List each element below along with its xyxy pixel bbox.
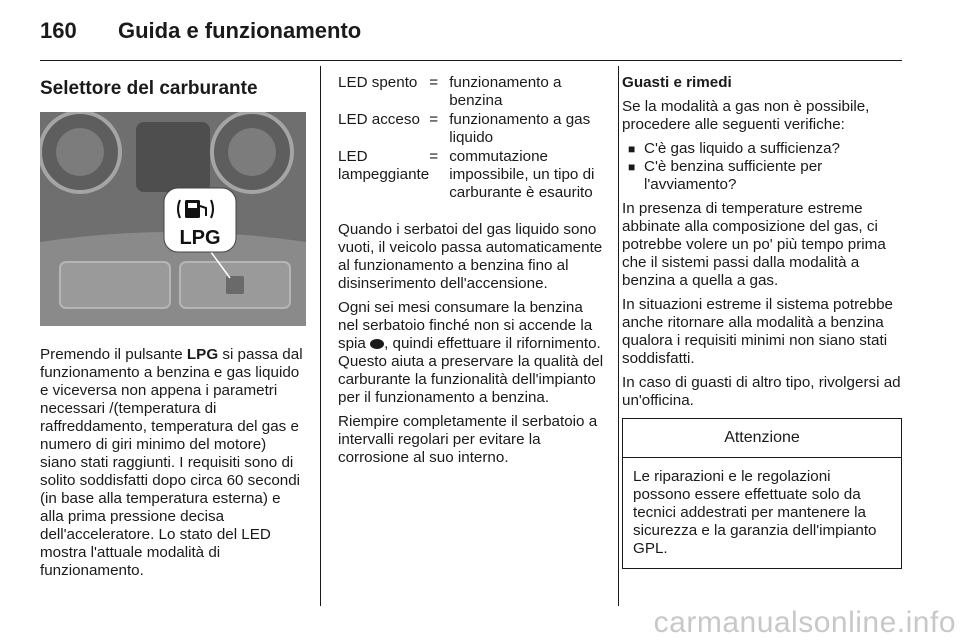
led-term: LED spento xyxy=(338,74,418,91)
col1-paragraph: Premendo il pulsante LPG si passa dal funzionamento a benzina e gas liquido e viceversa non appena i parametri necessari /(temperatura di raffreddamento, temperatura del gas e numero di giri minimo del motore) siano stati raggiunti. I requisiti sono di solito soddisfatti dopo circa 60 secondi (in base alla temperatura esterna) e alla prima pressione decisa dell'acceleratore. Lo stato del LED mostra l'attuale modalità di funzionamento. xyxy=(40,346,303,579)
led-desc: commutazione impossibile, un tipo di carburante è esaurito xyxy=(449,148,595,201)
square-bullet-icon: ■ xyxy=(628,160,636,174)
col2-paragraph-3: Riempire completamente il serbatoio a intervalli regolari per evitare la corrosione al suo interno. xyxy=(338,413,598,466)
led-term: LED acceso xyxy=(338,111,420,128)
led-term: LED lampeggiante xyxy=(338,148,430,183)
warning-lamp-icon xyxy=(370,339,384,349)
col3-paragraph-2: In situazioni estreme il sistema potrebbe anche ritornare alla modalità a benzina qualora i requisiti minimi non siano stati soddisfatti. xyxy=(622,296,893,367)
led-desc: funzionamento a gas liquido xyxy=(449,111,591,146)
column-middle xyxy=(338,74,604,473)
lpg-button-photo xyxy=(40,112,306,326)
table-row: LED spento = funzionamento a benzina xyxy=(338,74,604,111)
column-right xyxy=(622,74,902,569)
warning-title: Attenzione xyxy=(623,419,901,458)
page-number: 160 xyxy=(40,18,77,43)
column-left xyxy=(40,74,306,586)
list-item: ■ C'è gas liquido a sufficienza? xyxy=(628,140,840,157)
square-bullet-icon: ■ xyxy=(628,142,636,156)
warning-box xyxy=(622,418,902,569)
section-title: Selettore del carburante xyxy=(40,78,258,99)
checklist xyxy=(622,140,902,194)
lpg-badge-text: LPG xyxy=(179,227,221,249)
col2-paragraph-2: Ogni sei mesi consumare la benzina nel serbatoio finché non si accende la spia , quindi effettuare il rifornimento. Questo aiuta a preservare la qualità del carburante la funzionalità dell'impianto per il funzionamento a benzina. xyxy=(338,299,604,406)
table-row: LED lampeggiante = commutazione impossibile, un tipo di carburante è esaurito xyxy=(338,148,604,203)
col3-paragraph-3: In caso di guasti di altro tipo, rivolgersi ad un'officina. xyxy=(622,374,901,409)
led-status-table xyxy=(338,74,604,203)
lpg-keyword: LPG xyxy=(186,346,219,363)
col2-paragraph-1: Quando i serbatoi del gas liquido sono vuoti, il veicolo passa automaticamente al funzionamento a benzina fino al disinserimento dell'accensione. xyxy=(338,221,603,292)
warning-body: Le riparazioni e le regolazioni possono essere effettuate solo da tecnici addestrati per mantenere la sicurezza e la garanzia dell'impianto GPL. xyxy=(633,468,877,557)
column-divider xyxy=(618,66,619,606)
page-title: Guida e funzionamento xyxy=(118,18,362,43)
page-header xyxy=(40,18,361,48)
watermark: carmanualsonline.info xyxy=(653,606,956,639)
list-item: ■ C'è benzina sufficiente per l'avviamento? xyxy=(628,158,823,193)
troubleshooting-heading: Guasti e rimedi xyxy=(622,74,732,91)
dashboard-illustration xyxy=(40,112,306,326)
col3-paragraph-1: In presenza di temperature estreme abbinate alla composizione del gas, ci potrebbe volere un po' più tempo prima che il sistemi passi dalla modalità a benzina a quella a gas. xyxy=(622,200,886,289)
led-desc: funzionamento a benzina xyxy=(449,74,562,109)
header-rule xyxy=(40,60,902,61)
table-row: LED acceso = funzionamento a gas liquido xyxy=(338,111,604,148)
column-divider xyxy=(320,66,321,606)
troubleshooting-intro: Se la modalità a gas non è possibile, procedere alle seguenti verifiche: xyxy=(622,98,870,133)
